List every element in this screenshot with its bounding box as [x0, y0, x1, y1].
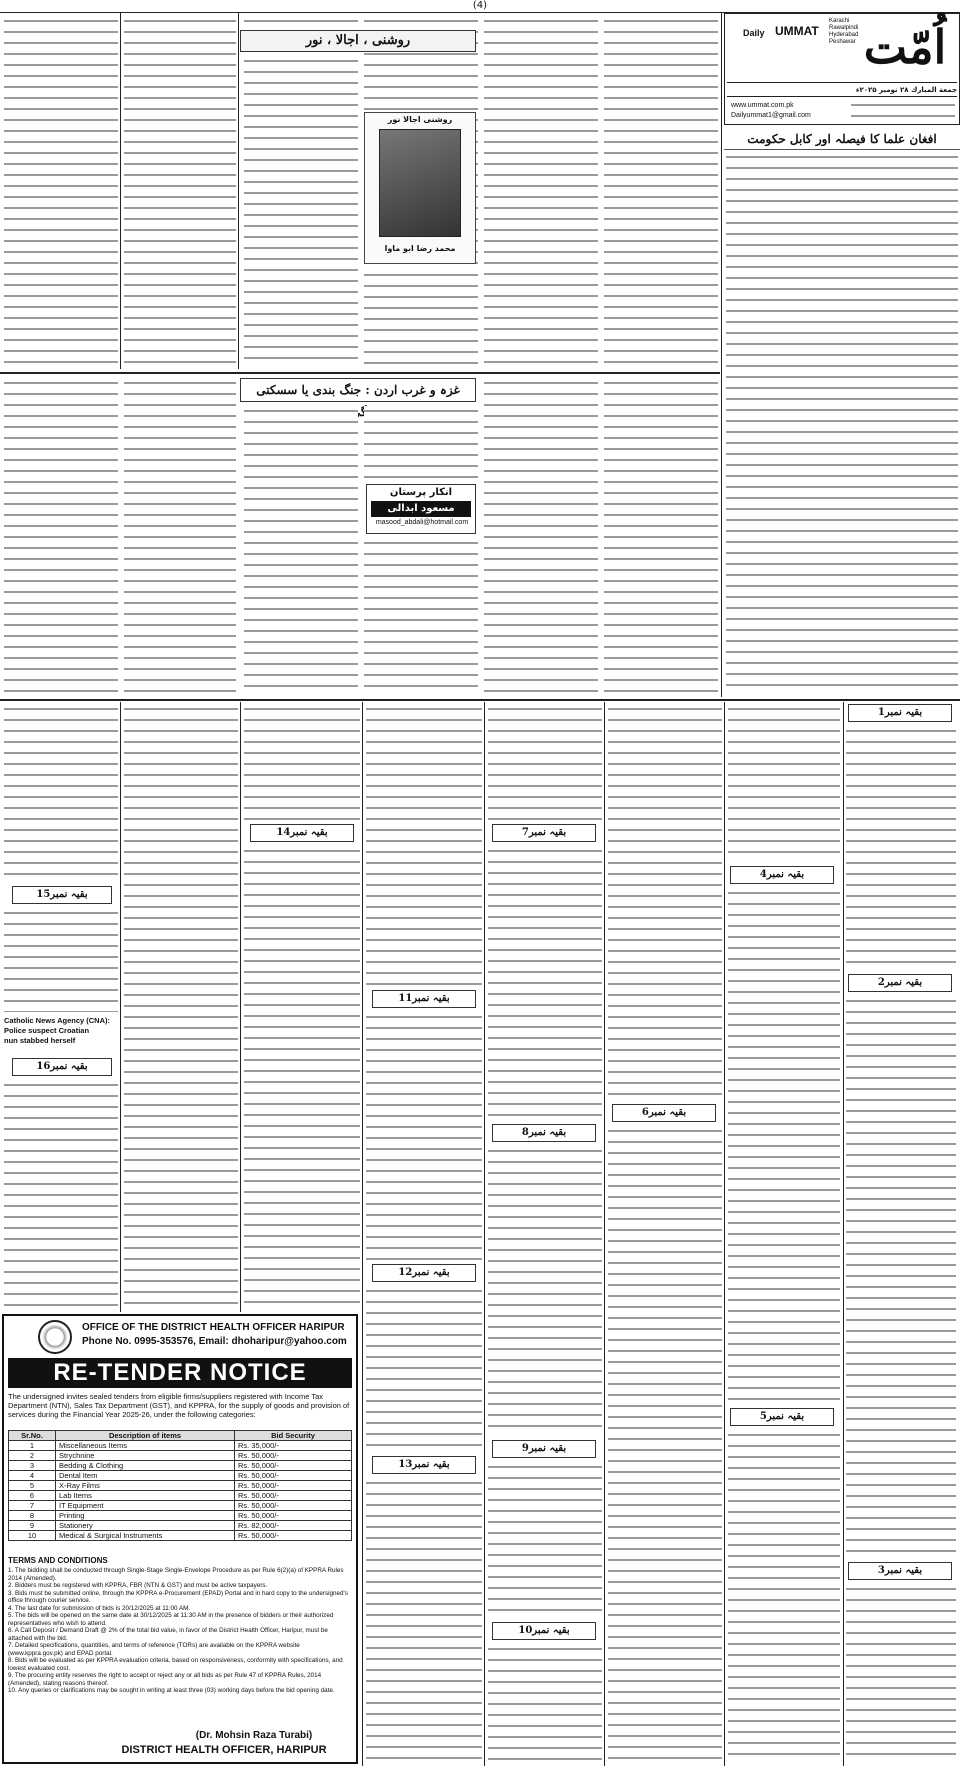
author-photo: [379, 129, 461, 237]
cont-col-16: [4, 908, 118, 1012]
table-row: [9, 1531, 352, 1541]
masthead-brand: UMMAT: [775, 24, 819, 38]
cont-col-3: [846, 1584, 956, 1762]
vertical-rule-l3: [604, 702, 605, 1766]
cont-col-6-top: [608, 704, 722, 1100]
section-rule-2: [0, 699, 960, 701]
row-item: Bedding & Clothing: [56, 1461, 235, 1471]
city-rawalpindi: Rawalpindi: [829, 25, 859, 31]
cont-col-13: [366, 1478, 482, 1762]
cna-snippet-line-2: nun stabbed herself: [4, 1036, 76, 1045]
column-f: [4, 16, 118, 368]
cont-col-6: [608, 1126, 722, 1762]
cont-col-1: [846, 726, 956, 970]
continued-12: بقیہ نمبر12: [372, 1264, 476, 1282]
row-bid: Rs. 50,000/-: [235, 1451, 352, 1461]
column-d: [244, 56, 358, 368]
author-box-heading: روشنی اجالا نور: [387, 115, 453, 124]
row-item: Stationery: [56, 1521, 235, 1531]
row-item: Medical & Surgical Instruments: [56, 1531, 235, 1541]
row-bid: Rs. 50,000/-: [235, 1511, 352, 1521]
cont-col-16-top: [4, 704, 118, 880]
masthead-divider-2: [727, 96, 957, 97]
continued-2: بقیہ نمبر2: [848, 974, 952, 992]
cont-col-2: [846, 996, 956, 1556]
table-row: [9, 1471, 352, 1481]
continued-6: بقیہ نمبر6: [612, 1104, 716, 1122]
row-bid: Rs. 82,000/-: [235, 1521, 352, 1531]
continued-9: بقیہ نمبر9: [492, 1440, 596, 1458]
gaza-col-6: [4, 378, 118, 696]
masthead-date: جمعة المبارك ۲۸ نومبر ۲۰۲۵ء: [855, 86, 957, 94]
government-seal-icon: [38, 1320, 72, 1354]
term-9: 9. The procuring entity reserves the right to accept or reject any or all bids as per Rule 47 of KPPRA Rules, 2014 (Amended), stating reasons thereof.: [8, 1672, 322, 1687]
col-description: Description of items: [56, 1431, 235, 1441]
tender-intro: The undersigned invites sealed tenders from eligible firms/suppliers registered with Income Tax Department (NTN), Sales Tax Department (GST), and KPPRA, for the supply of goods and provision of services during the Financial Year 2025-26, under the following categories:: [8, 1392, 350, 1419]
gaza-author-email[interactable]: masood_abdali@hotmail.com: [375, 519, 469, 526]
tender-designation: DISTRICT HEALTH OFFICER, HARIPUR: [121, 1744, 327, 1756]
table-row: [9, 1481, 352, 1491]
row-item: Miscellaneous Items: [56, 1441, 235, 1451]
masthead-email[interactable]: Dailyummat1@gmail.com: [731, 112, 811, 119]
gaza-author-box: [366, 484, 476, 534]
cont-col-15: [124, 704, 238, 1308]
row-sr: 10: [9, 1531, 56, 1541]
cont-col-4-top: [728, 704, 840, 862]
gaza-author-label: انکار پرستان: [389, 487, 453, 498]
city-hyderabad: Hyderabad: [829, 32, 859, 38]
row-bid: Rs. 50,000/-: [235, 1461, 352, 1471]
table-row: [9, 1521, 352, 1531]
continued-10: بقیہ نمبر10: [492, 1622, 596, 1640]
row-item: X-Ray Films: [56, 1481, 235, 1491]
section-rule: [0, 372, 720, 374]
gaza-title: غزہ و غرب اردن : جنگ بندی یا سسکتی: [240, 378, 476, 402]
tender-title: RE-TENDER NOTICE: [8, 1358, 352, 1388]
column-a: [604, 16, 718, 368]
continued-1: بقیہ نمبر1: [848, 704, 952, 722]
row-sr: 6: [9, 1491, 56, 1501]
cont-col-9: [488, 1462, 602, 1618]
tender-terms: [8, 1567, 352, 1695]
table-row: [9, 1461, 352, 1471]
term-1: 1. The bidding shall be conducted through Single-Stage Single-Envelope Procedure as per Rule 6(2)(a) of KPPRA Rules 2014 (Amended).: [8, 1567, 344, 1582]
row-bid: Rs. 35,000/-: [235, 1441, 352, 1451]
masthead-divider: [727, 82, 957, 83]
row-item: IT Equipment: [56, 1501, 235, 1511]
gaza-col-3b: [364, 538, 478, 696]
gaza-col-5: [124, 378, 236, 696]
table-row: [9, 1491, 352, 1501]
masthead-daily: Daily: [743, 28, 765, 38]
table-row: [9, 1511, 352, 1521]
cont-col-7: [488, 846, 602, 1120]
cont-col-12: [366, 1286, 482, 1452]
column-title: روشنی ، اجالا ، نور: [240, 30, 476, 52]
cont-col-7-top: [488, 704, 602, 820]
continued-15: بقیہ نمبر15: [12, 886, 112, 904]
vertical-rule-l1: [843, 702, 844, 1766]
term-8: 8. Bids will be evaluated as per KPPRA evaluation criteria, based on responsiveness, conformity with specifications, and lowest evaluated cost.: [8, 1657, 343, 1672]
row-sr: 9: [9, 1521, 56, 1531]
term-10: 10. Any queries or clarifications may be sought in writing at least three (03) working days before the bid opening date.: [8, 1687, 335, 1694]
gaza-col-3a: [364, 406, 478, 482]
continued-13: بقیہ نمبر13: [372, 1456, 476, 1474]
editorial-title: افغان علما کا فیصلہ اور کابل حکومت: [724, 128, 960, 150]
table-row: [9, 1501, 352, 1511]
vertical-rule-3: [120, 13, 121, 369]
vertical-rule-l5: [362, 702, 363, 1766]
term-7: 7. Detailed specifications, quantities, and terms of reference (TORs) are available on the KPPRA website (www.kppra.gov.pk) and EPAD portal.: [8, 1642, 300, 1657]
row-sr: 5: [9, 1481, 56, 1491]
gaza-col-4: [244, 406, 358, 696]
row-bid: Rs. 50,000/-: [235, 1501, 352, 1511]
row-sr: 8: [9, 1511, 56, 1521]
vertical-rule-l6: [240, 702, 241, 1312]
editorial-body: [726, 152, 958, 686]
column-d-top: [244, 16, 358, 30]
tender-table-header: [9, 1431, 352, 1441]
continued-11: بقیہ نمبر11: [372, 990, 476, 1008]
table-row: [9, 1451, 352, 1461]
continued-5: بقیہ نمبر5: [730, 1408, 834, 1426]
tender-signatory: (Dr. Mohsin Raza Turabi): [195, 1730, 313, 1741]
continued-3: بقیہ نمبر3: [848, 1562, 952, 1580]
city-peshawar: Peshawar: [829, 39, 856, 45]
vertical-rule-2: [238, 13, 239, 369]
table-row: [9, 1441, 352, 1451]
continued-7: بقیہ نمبر7: [492, 824, 596, 842]
gaza-col-2: [484, 378, 598, 696]
cont-col-17: [4, 1080, 118, 1308]
row-bid: Rs. 50,000/-: [235, 1491, 352, 1501]
masthead: [724, 13, 960, 125]
column-b: [484, 16, 598, 368]
row-bid: Rs. 50,000/-: [235, 1471, 352, 1481]
vertical-rule-l2: [724, 702, 725, 1766]
cont-col-8: [488, 1146, 602, 1436]
cont-col-11-top: [366, 704, 482, 986]
term-4: 4. The last date for submission of bids is 20/12/2025 at 11:00 AM.: [8, 1604, 191, 1612]
term-6: 6. A Call Deposit / Demand Draft @ 2% of the total bid value, in favor of the District Health Officer, Haripur, must be attached with the bid.: [8, 1627, 328, 1642]
row-bid: Rs. 50,000/-: [235, 1481, 352, 1491]
tender-notice: [2, 1314, 358, 1764]
row-item: Dental Item: [56, 1471, 235, 1481]
col-sr: Sr.No.: [9, 1431, 56, 1441]
term-2: 2. Bidders must be registered with KPPRA, FBR (NTN & GST) and must be active taxpayers.: [8, 1582, 268, 1589]
row-sr: 1: [9, 1441, 56, 1451]
cont-col-4: [728, 888, 840, 1404]
row-bid: Rs. 50,000/-: [235, 1531, 352, 1541]
continued-4: بقیہ نمبر4: [730, 866, 834, 884]
cont-col-11: [366, 1012, 482, 1260]
term-5: 5. The bids will be opened on the same date at 30/12/2025 at 11:30 AM in the presence of bidders or their authorized representatives who wish to attend.: [8, 1612, 334, 1627]
column-e: [124, 16, 236, 368]
tender-phone: Phone No. 0995-353576, Email: dhoharipur@yahoo.com: [82, 1336, 347, 1347]
tender-table: [8, 1430, 352, 1541]
tender-terms-title: TERMS AND CONDITIONS: [8, 1556, 108, 1565]
gaza-col-1: [604, 378, 718, 696]
cont-col-10: [488, 1644, 602, 1762]
author-box: [364, 112, 476, 264]
term-3: 3. Bids must be submitted online, through the KPPRA e-Procurement (EPAD) Portal and in hard copy to the undersigned's office through courier service.: [8, 1589, 348, 1604]
cont-col-14: [244, 846, 360, 1312]
vertical-rule: [721, 13, 722, 697]
continued-16: بقیہ نمبر16: [12, 1058, 112, 1076]
continued-14: بقیہ نمبر14: [250, 824, 354, 842]
masthead-website[interactable]: www.ummat.com.pk: [731, 102, 794, 109]
row-sr: 3: [9, 1461, 56, 1471]
vertical-rule-l7: [120, 702, 121, 1312]
masthead-address: [851, 100, 955, 122]
cont-col-14-top: [244, 704, 360, 820]
tender-office: OFFICE OF THE DISTRICT HEALTH OFFICER HARIPUR: [82, 1322, 345, 1333]
row-sr: 4: [9, 1471, 56, 1481]
city-karachi: Karachi: [829, 18, 850, 24]
tender-table-wrap: [8, 1430, 352, 1541]
row-sr: 2: [9, 1451, 56, 1461]
cont-col-5: [728, 1430, 840, 1762]
author-name: محمد رضا ابو ماوا: [384, 244, 456, 253]
cna-snippet-line-1: Catholic News Agency (CNA): Police suspect Croatian: [4, 1016, 110, 1035]
row-sr: 7: [9, 1501, 56, 1511]
masthead-cities: [829, 18, 879, 46]
cna-snippet: [4, 1016, 120, 1052]
row-item: Strychnine: [56, 1451, 235, 1461]
row-item: Printing: [56, 1511, 235, 1521]
col-bid-security: Bid Security: [235, 1431, 352, 1441]
masthead-logo: اُمّت: [863, 20, 947, 74]
gaza-author-name: مسعود ابدالی: [371, 501, 471, 517]
vertical-rule-l4: [484, 702, 485, 1766]
column-c-bottom: [364, 270, 478, 368]
continued-8: بقیہ نمبر8: [492, 1124, 596, 1142]
page-number: (4): [472, 0, 488, 11]
row-item: Lab Items: [56, 1491, 235, 1501]
